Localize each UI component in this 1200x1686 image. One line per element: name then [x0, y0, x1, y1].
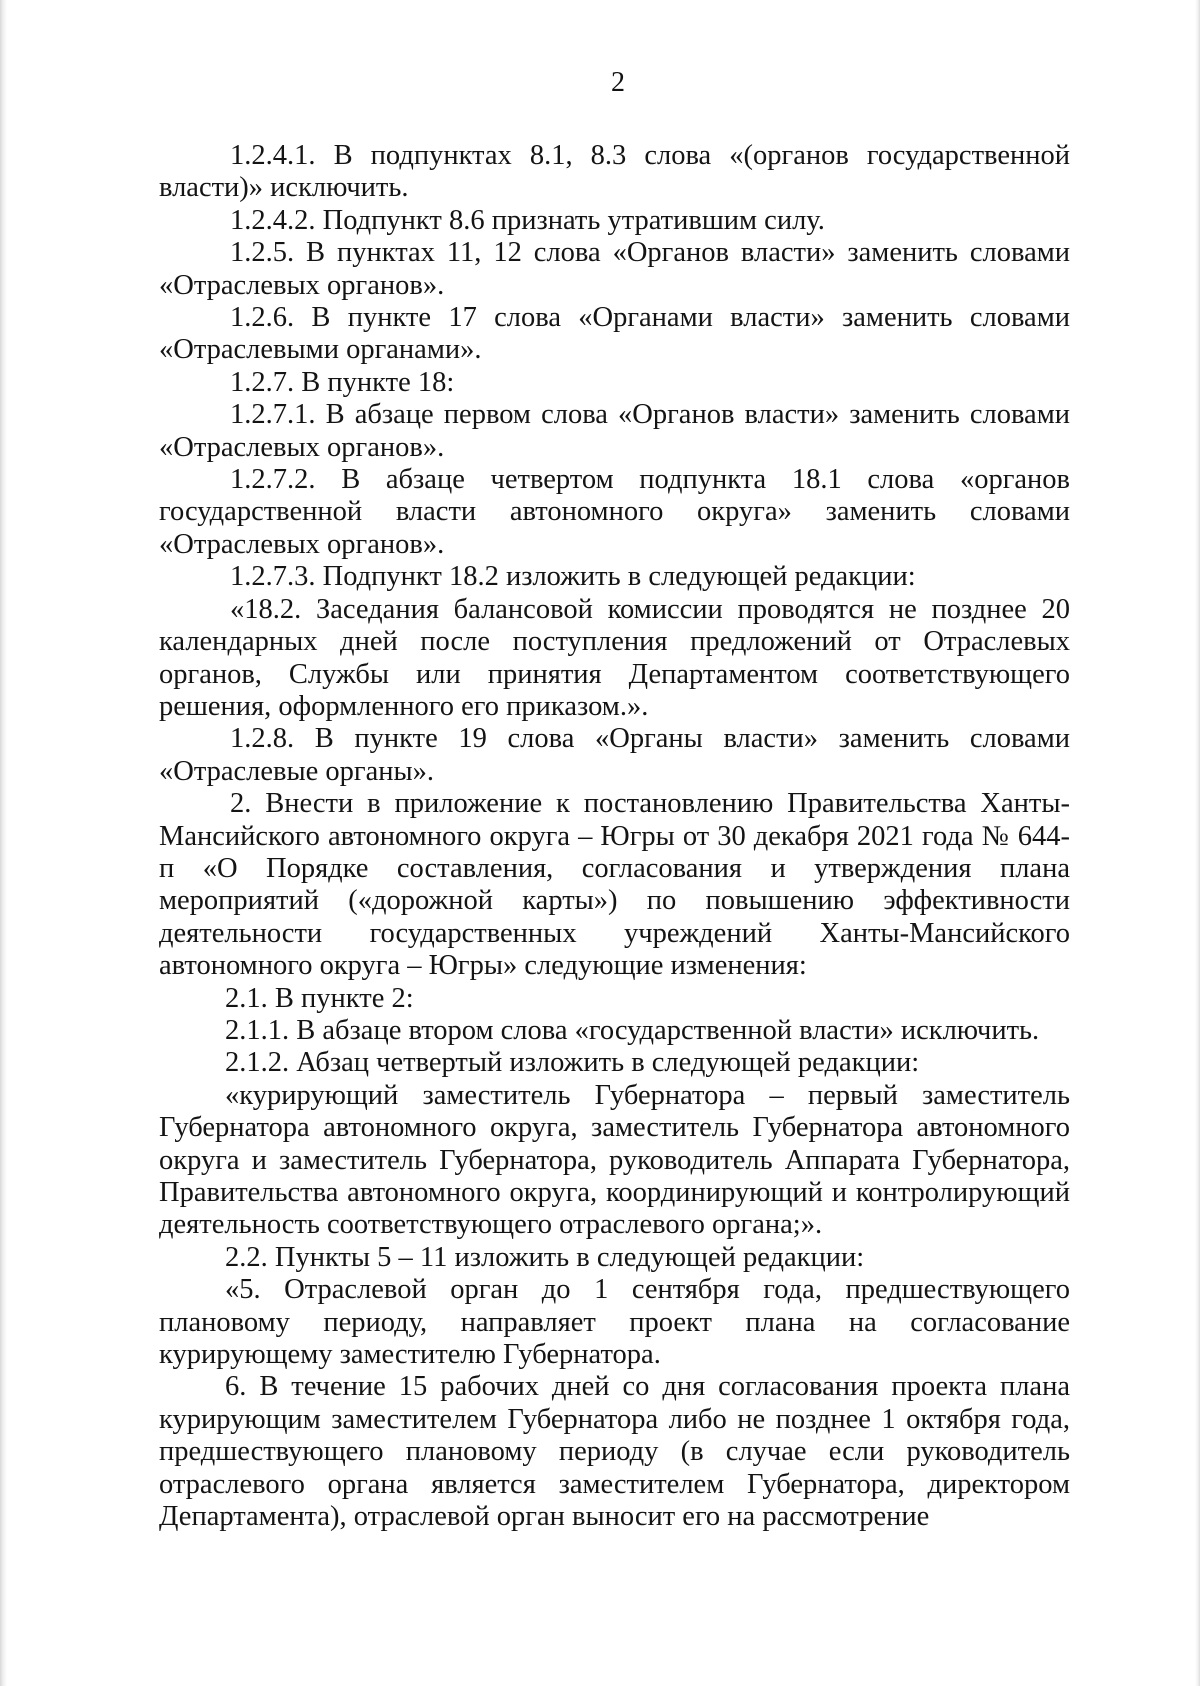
paragraph-1-2-4-2: 1.2.4.2. Подпункт 8.6 признать утратившим силу.	[230, 204, 825, 236]
paragraph-quote-18-2: «18.2. Заседания балансовой комиссии проводятся не позднее 20 календарных дней после поступления предложений от Отраслевых органов, Службы или принятия Департаментом соответствующего решения, оформленного его приказом.».	[159, 593, 1070, 722]
scan-edge-right	[1195, 0, 1200, 1686]
scan-edge-left	[0, 0, 7, 1686]
page-number: 2	[611, 67, 625, 98]
paragraph-2: 2. Внести в приложение к постановлению Правительства Ханты-Мансийского автономного округа – Югры от 30 декабря 2021 года № 644-п «О Порядке составления, согласования и утверждения плана мероприятий («дорожной карты») по повышению эффективности деятельности государственных учреждений Ханты-Мансийского автономного округа – Югры» следующие изменения:	[159, 788, 1070, 982]
paragraph-2-1-1: 2.1.1. В абзаце втором слова «государственной власти» исключить.	[225, 1014, 1040, 1046]
paragraph-1-2-7-1: 1.2.7.1. В абзаце первом слова «Органов власти» заменить словами «Отраслевых органов».	[159, 399, 1070, 463]
paragraph-1-2-4-1: 1.2.4.1. В подпунктах 8.1, 8.3 слова «(органов государственной власти)» исключить.	[159, 140, 1070, 204]
paragraph-quote-5: «5. Отраслевой орган до 1 сентября года, предшествующего плановому периоду, направляет проект плана на согласование курирующему заместителю Губернатора.	[159, 1274, 1070, 1371]
paragraph-2-1: 2.1. В пункте 2:	[225, 982, 414, 1014]
paragraph-1-2-7: 1.2.7. В пункте 18:	[230, 366, 455, 398]
paragraph-1-2-7-2: 1.2.7.2. В абзаце четвертом подпункта 18.1 слова «органов государственной власти автономного округа» заменить словами «Отраслевых органов».	[159, 464, 1070, 560]
paragraph-2-2: 2.2. Пункты 5 – 11 изложить в следующей редакции:	[225, 1241, 865, 1273]
document-body	[159, 140, 1070, 1533]
paragraph-1-2-6: 1.2.6. В пункте 17 слова «Органами власти» заменить словами «Отраслевыми органами».	[159, 302, 1070, 366]
paragraph-6: 6. В течение 15 рабочих дней со дня согласования проекта плана курирующим заместителем Губернатора либо не позднее 1 октября года, предшествующего плановому периоду (в случае если руководитель отраслевого органа является заместителем Губернатора, директором Департамента), отраслевой орган выносит его на рассмотрение	[159, 1371, 1070, 1533]
paragraph-1-2-8: 1.2.8. В пункте 19 слова «Органы власти» заменить словами «Отраслевые органы».	[159, 723, 1070, 787]
paragraph-1-2-5: 1.2.5. В пунктах 11, 12 слова «Органов власти» заменить словами «Отраслевых органов».	[159, 237, 1070, 301]
paragraph-quote-curator: «курирующий заместитель Губернатора – первый заместитель Губернатора автономного округа, заместитель Губернатора автономного округа и заместитель Губернатора, руководитель Аппарата Губернатора, Правительства автономного округа, координирующий и контролирующий деятельность соответствующего отраслевого органа;».	[159, 1079, 1070, 1241]
paragraph-2-1-2: 2.1.2. Абзац четвертый изложить в следующей редакции:	[225, 1047, 920, 1079]
paragraph-1-2-7-3: 1.2.7.3. Подпункт 18.2 изложить в следующей редакции:	[230, 561, 916, 593]
